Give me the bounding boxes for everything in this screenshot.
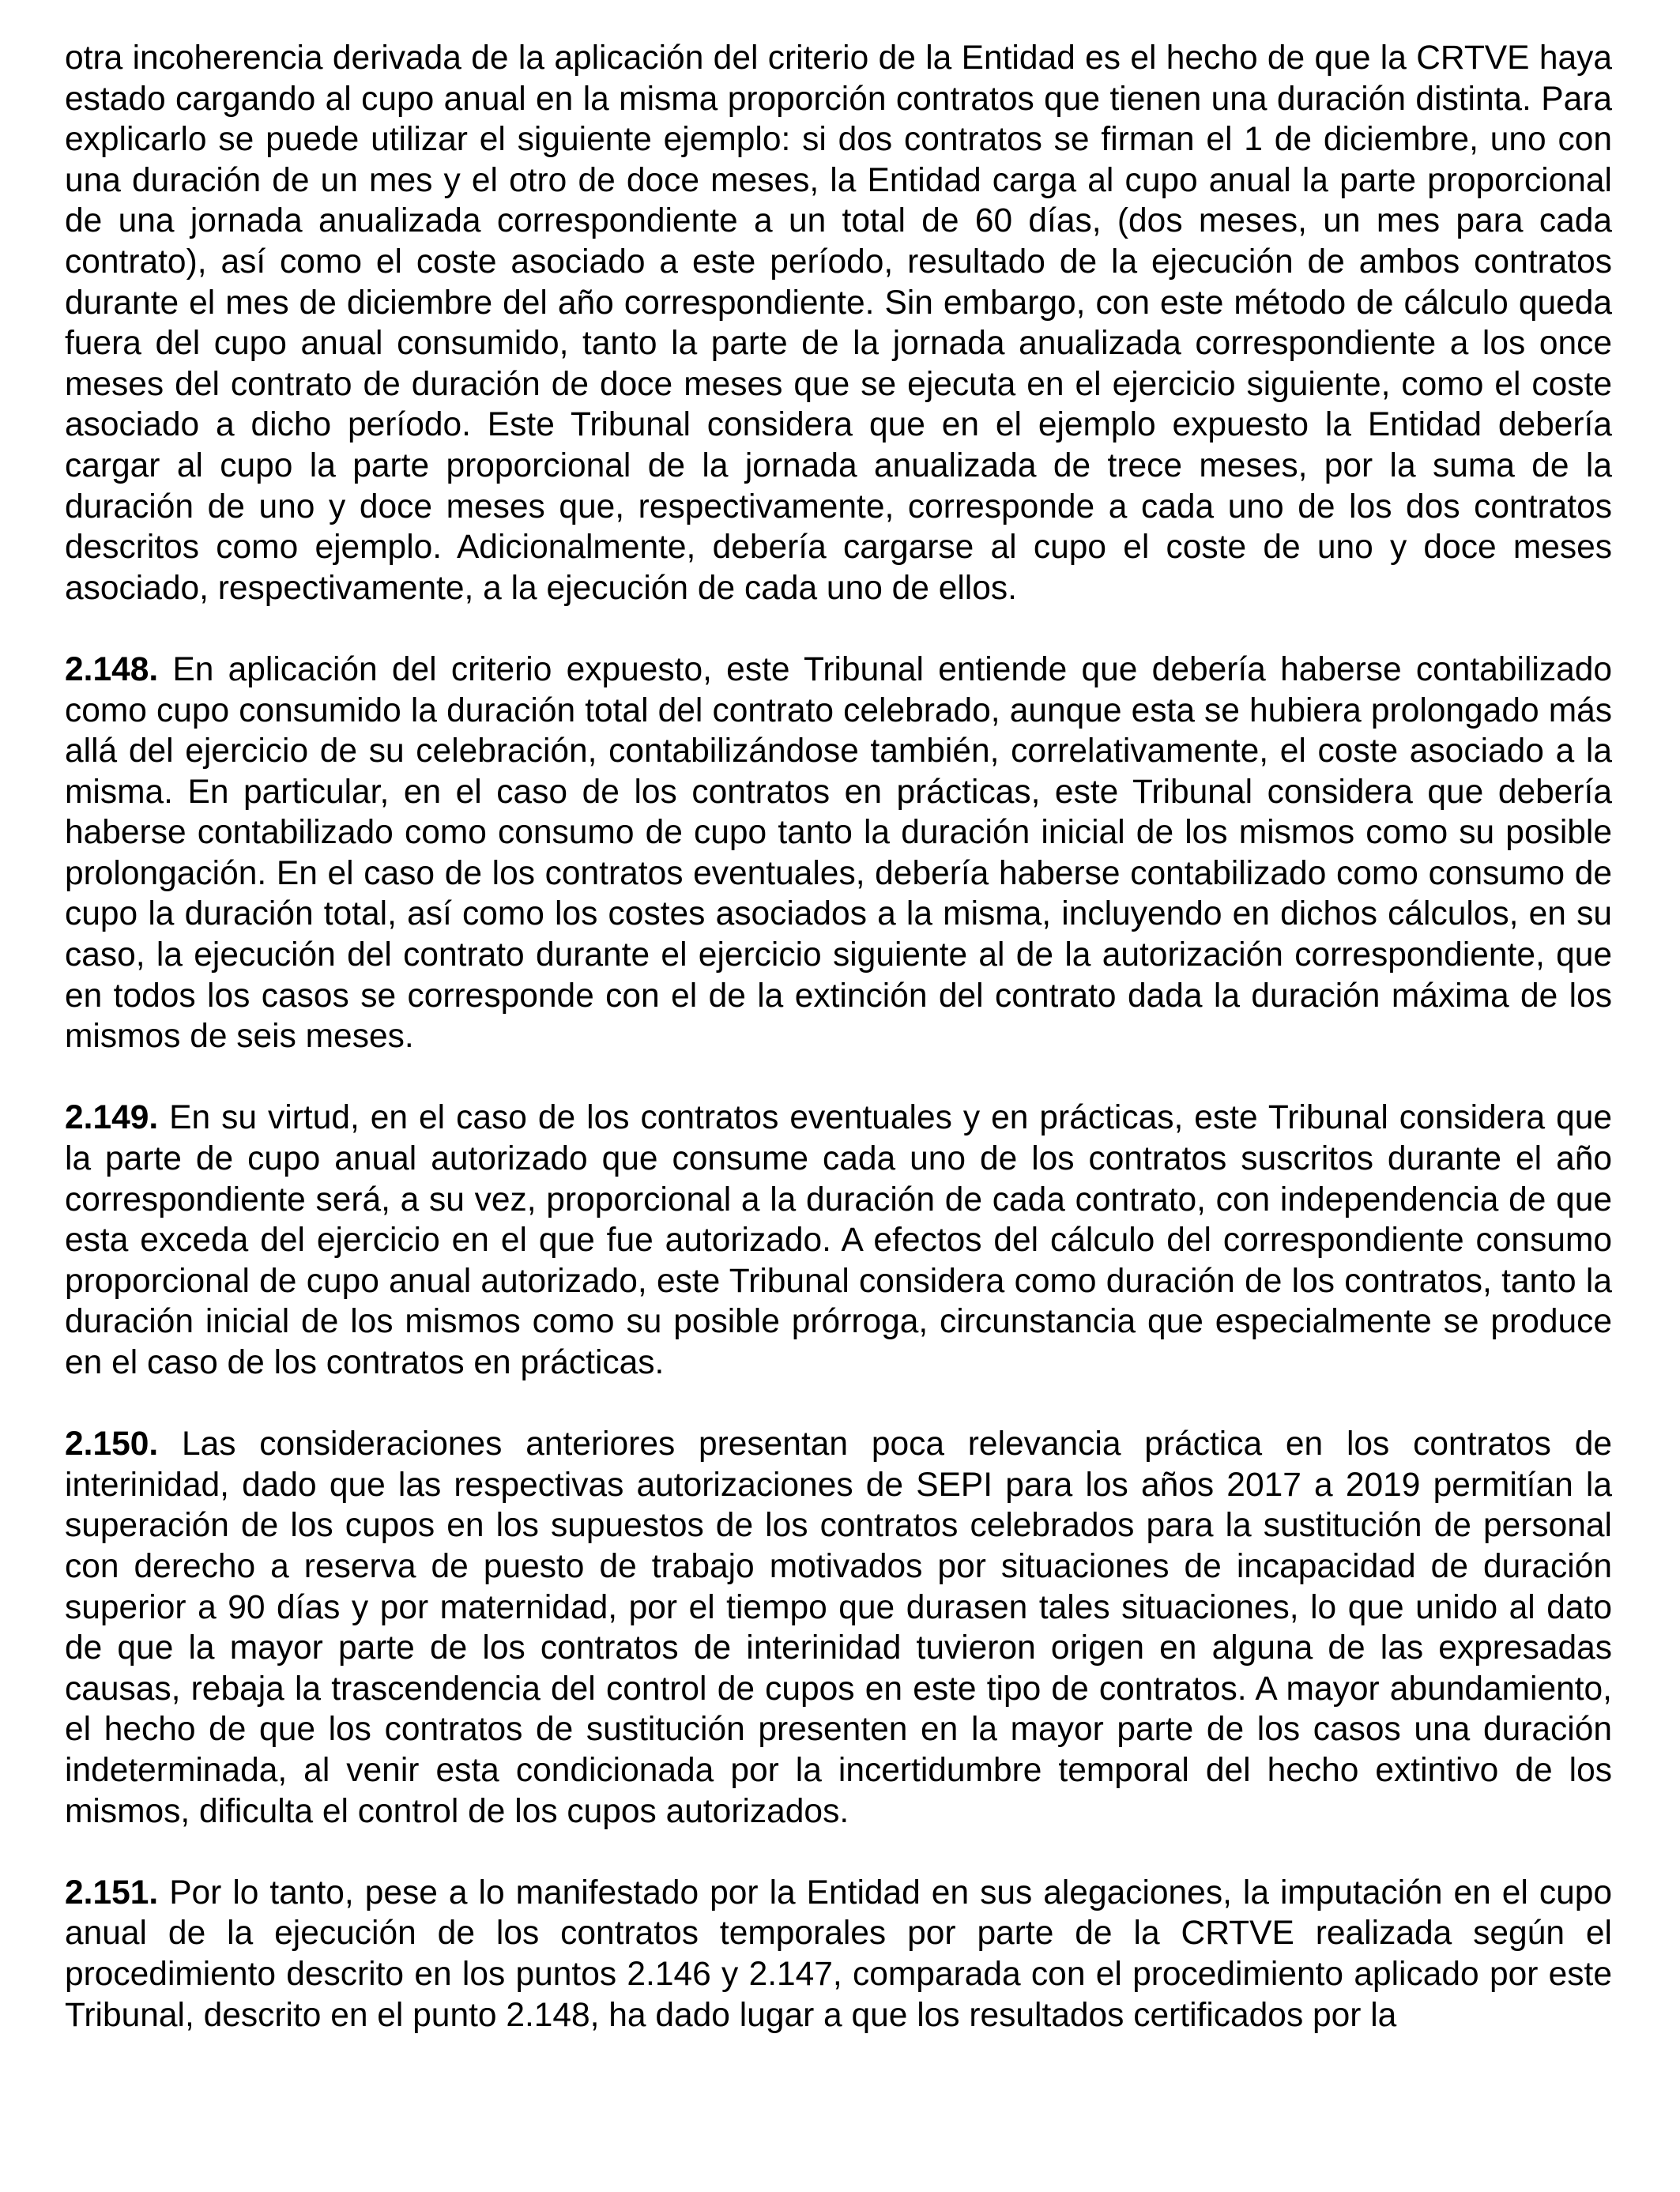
paragraph-number: 2.149. [65,1099,159,1137]
paragraph-text: En su virtud, en el caso de los contratos eventuales y en prácticas, este Tribunal considera que la parte de cupo anual autorizado que consume cada uno de los contratos suscritos durante el año correspondiente será, a su vez, proporcional a la duración de cada contrato, con independencia de que esta exceda del ejercicio en el que fue autorizado. A efectos del cálculo del correspondiente consumo proporcional de cupo anual autorizado, este Tribunal considera como duración de los contratos, tanto la duración inicial de los mismos como su posible prórroga, circunstancia que especialmente se produce en el caso de los contratos en prácticas. [65,1099,1612,1381]
paragraph-number: 2.151. [65,1874,159,1911]
paragraph-2-150 [65,1424,1612,1832]
paragraph-text: En aplicación del criterio expuesto, este Tribunal entiende que debería haberse contabilizado como cupo consumido la duración total del contrato celebrado, aunque esta se hubiera prolongado más allá del ejercicio de su celebración, contabilizándose también, correlativamente, el coste asociado a la misma. En particular, en el caso de los contratos en prácticas, este Tribunal considera que debería haberse contabilizado como consumo de cupo tanto la duración inicial de los mismos como su posible prolongación. En el caso de los contratos eventuales, debería haberse contabilizado como consumo de cupo la duración total, así como los costes asociados a la misma, incluyendo en dichos cálculos, en su caso, la ejecución del contrato durante el ejercicio siguiente al de la autorización correspondiente, que en todos los casos se corresponde con el de la extinción del contrato dada la duración máxima de los mismos de seis meses. [65,650,1612,1056]
paragraph-number: 2.148. [65,650,159,688]
paragraph-continuation [65,38,1612,608]
paragraph-text: Las consideraciones anteriores presentan poca relevancia práctica en los contratos de interinidad, dado que las respectivas autorizaciones de SEPI para los años 2017 a 2019 permitían la superación de los cupos en los supuestos de los contratos celebrados para la sustitución de personal con derecho a reserva de puesto de trabajo motivados por situaciones de incapacidad de duración superior a 90 días y por maternidad, por el tiempo que durasen tales situaciones, lo que unido al dato de que la mayor parte de los contratos de interinidad tuvieron origen en alguna de las expresadas causas, rebaja la trascendencia del control de cupos en este tipo de contratos. A mayor abundamiento, el hecho de que los contratos de sustitución presenten en la mayor parte de los casos una duración indeterminada, al venir esta condicionada por la incertidumbre temporal del hecho extintivo de los mismos, dificulta el control de los cupos autorizados. [65,1426,1612,1830]
paragraph-2-151 [65,1873,1612,2036]
paragraph-number: 2.150. [65,1426,159,1463]
paragraph-2-148 [65,650,1612,1057]
document-page [65,38,1612,2077]
paragraph-text: Por lo tanto, pese a lo manifestado por la Entidad en sus alegaciones, la imputación en el cupo anual de la ejecución de los contratos temporales por parte de la CRTVE realizada según el procedimiento descrito en los puntos 2.146 y 2.147, comparada con el procedimiento aplicado por este Tribunal, descrito en el punto 2.148, ha dado lugar a que los resultados certificados por la [65,1874,1613,2034]
paragraph-text: otra incoherencia derivada de la aplicación del criterio de la Entidad es el hecho de que la CRTVE haya estado cargando al cupo anual en la misma proporción contratos que tienen una duración distinta. Para explicarlo se puede utilizar el siguiente ejemplo: si dos contratos se firman el 1 de diciembre, uno con una duración de un mes y el otro de doce meses, la Entidad carga al cupo anual la parte proporcional de una jornada anualizada correspondiente a un total de 60 días, (dos meses, un mes para cada contrato), así como el coste asociado a este período, resultado de la ejecución de ambos contratos durante el mes de diciembre del año correspondiente. Sin embargo, con este método de cálculo queda fuera del cupo anual consumido, tanto la parte de la jornada anualizada correspondiente a los once meses del contrato de duración de doce meses que se ejecuta en el ejercicio siguiente, como el coste asociado a dicho período. Este Tribunal considera que en el ejemplo expuesto la Entidad debería cargar al cupo la parte proporcional de la jornada anualizada de trece meses, por la suma de la duración de uno y doce meses que, respectivamente, corresponde a cada uno de los dos contratos descritos como ejemplo. Adicionalmente, debería cargarse al cupo el coste de uno y doce meses asociado, respectivamente, a la ejecución de cada uno de ellos. [65,40,1612,607]
paragraph-2-149 [65,1098,1612,1383]
